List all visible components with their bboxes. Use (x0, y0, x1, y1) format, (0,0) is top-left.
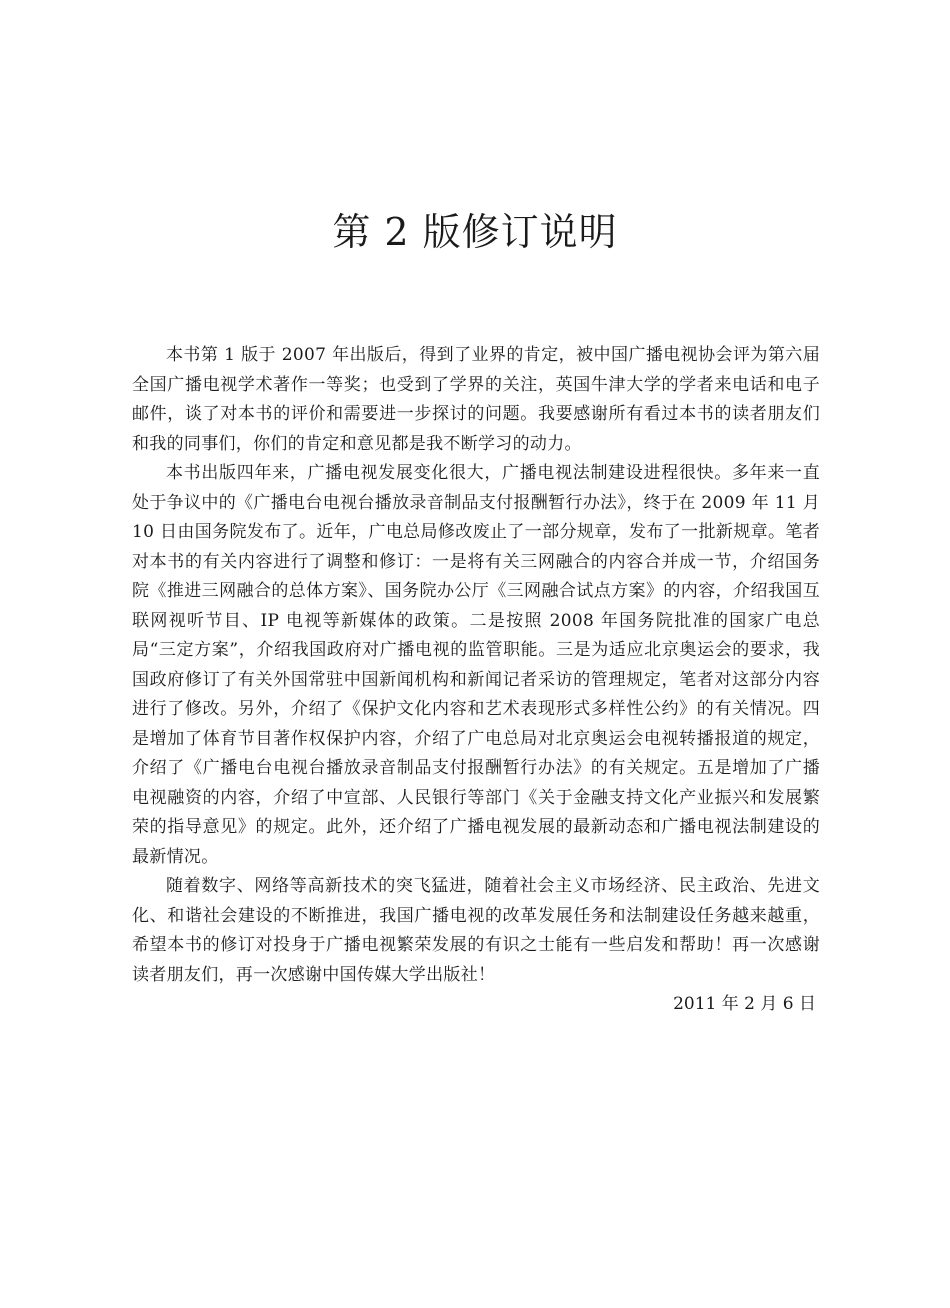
paragraph-1: 本书第 1 版于 2007 年出版后，得到了业界的肯定，被中国广播电视协会评为第六届全国广播电视学术著作一等奖；也受到了学界的关注，英国牛津大学的学者来电话和电子邮件，谈了对本书的评价和需要进一步探讨的问题。我要感谢所有看过本书的读者朋友们和我的同事们，你们的肯定和意见都是我不断学习的动力。 (132, 345, 820, 454)
signature-date: 2011 年 2 月 6 日 (673, 994, 816, 1014)
page-title: 第 2 版修订说明 (332, 210, 618, 254)
body-text (132, 341, 820, 1020)
paragraph-2: 本书出版四年来，广播电视发展变化很大，广播电视法制建设进程很快。多年来一直处于争议中的《广播电台电视台播放录音制品支付报酬暂行办法》，终于在 2009 年 11 月 10 日由国务院发布了。近年，广电总局修改废止了一部分规章，发布了一批新规章。笔者对本书的有关内容进行了调整和修订：一是将有关三网融合的内容合并成一节，介绍国务院《推进三网融合的总体方案》、国务院办公厅《三网融合试点方案》的内容，介绍我国互联网视听节目、IP 电视等新媒体的政策。二是按照 2008 年国务院批准的国家广电总局“三定方案”，介绍我国政府对广播电视的监管职能。三是为适应北京奥运会的要求，我国政府修订了有关外国常驻中国新闻机构和新闻记者采访的管理规定，笔者对这部分内容进行了修改。另外，介绍了《保护文化内容和艺术表现形式多样性公约》的有关情况。四是增加了体育节目著作权保护内容，介绍了广电总局对北京奥运会电视转播报道的规定，介绍了《广播电台电视台播放录音制品支付报酬暂行办法》的有关规定。五是增加了广播电视融资的内容，介绍了中宣部、人民银行等部门《关于金融支持文化产业振兴和发展繁荣的指导意见》的规定。此外，还介绍了广播电视发展的最新动态和广播电视法制建设的最新情况。 (132, 463, 820, 867)
paragraph-3: 随着数字、网络等高新技术的突飞猛进，随着社会主义市场经济、民主政治、先进文化、和谐社会建设的不断推进，我国广播电视的改革发展任务和法制建设任务越来越重，希望本书的修订对投身于广播电视繁荣发展的有识之士能有一些启发和帮助！再一次感谢读者朋友们，再一次感谢中国传媒大学出版社！ (132, 876, 820, 985)
